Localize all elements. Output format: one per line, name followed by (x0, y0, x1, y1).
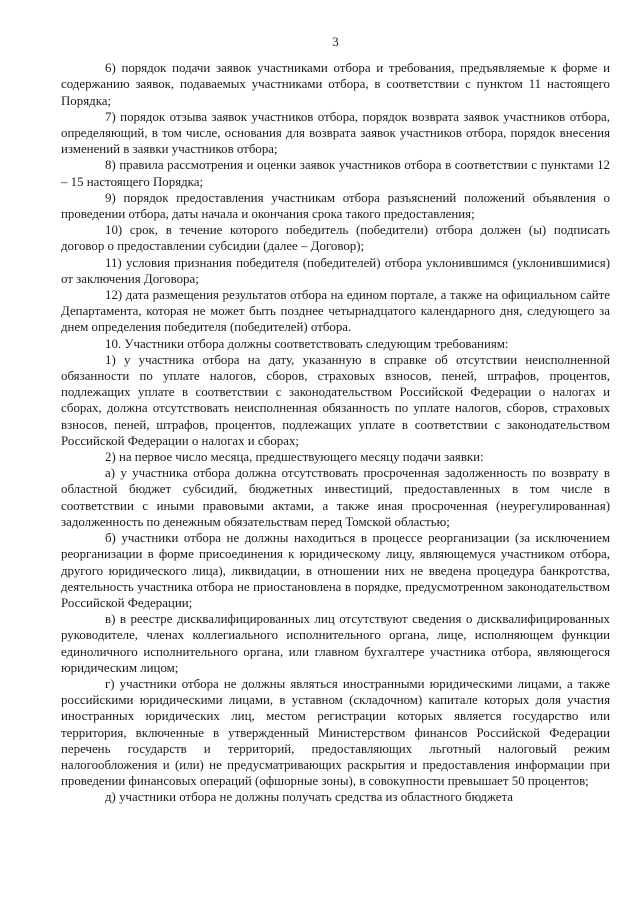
requirement-2b: б) участники отбора не должны находиться в процессе реорганизации (за исключением реорганизации в форме присоединения к юридическому лицу, являющемуся участником отбора, другого юридического лица), ликвидации, в отношении них не введена процедура банкротства, деятельность участника отбора не приостановлена в порядке, предусмотренном законодательством Российской Федерации; (61, 531, 610, 610)
page-number: 3 (332, 35, 339, 49)
paragraph-item-6: 6) порядок подачи заявок участниками отбора и требования, предъявляемые к форме и содержанию заявок, подаваемых участниками отбора, в соответствии с пунктом 11 настоящего Порядка; (61, 61, 610, 108)
paragraph-item-10: 10) срок, в течение которого победитель (победители) отбора должен (ы) подписать договор о предоставлении субсидии (далее – Договор); (61, 223, 610, 254)
section-10-heading: 10. Участники отбора должны соответствовать следующим требованиям: (105, 336, 509, 351)
requirement-2: 2) на первое число месяца, предшествующего месяцу подачи заявки: (105, 450, 484, 465)
requirement-2a: а) у участника отбора должна отсутствовать просроченная задолженность по возврату в областной бюджет субсидий, бюджетных инвестиций, предоставленных в том числе в соответствии с иными правовыми актами, а также иная просроченная (неурегулированная) задолженность по денежным обязательствам перед Томской областью; (61, 466, 610, 529)
paragraph-item-8: 8) правила рассмотрения и оценки заявок участников отбора в соответствии с пунктами 12 – 15 настоящего Порядка; (61, 158, 610, 189)
requirement-2g: г) участники отбора не должны являться иностранными юридическими лицами, а также российскими юридическими лицами, в уставном (складочном) капитале которых доля участия иностранных юридических лиц, местом регистрации которых является государство или территория, включенные в утвержденный Министерством финансов Российской Федерации перечень государств и территорий, предоставляющих льготный налоговый режим налогообложения и (или) не предусматривающих раскрытия и предоставления информации при проведении финансовых операций (офшорные зоны), в совокупности превышает 50 процентов; (61, 676, 610, 789)
paragraph-item-11: 11) условия признания победителя (победителей) отбора уклонившимся (уклонившимися) от заключения Договора; (61, 255, 610, 286)
requirement-2d: д) участники отбора не должны получать средства из областного бюджета (105, 790, 513, 805)
requirement-2v: в) в реестре дисквалифицированных лиц отсутствуют сведения о дисквалифицированных руководителе, членах коллегиального исполнительного органа, лице, исполняющем функции единоличного исполнительного органа, или главном бухгалтере участника отбора, являющегося юридическим лицом; (61, 612, 610, 675)
paragraph-item-9: 9) порядок предоставления участникам отбора разъяснений положений объявления о проведении отбора, даты начала и окончания срока такого предоставления; (61, 190, 610, 222)
paragraph-item-12: 12) дата размещения результатов отбора на едином портале, а также на официальном сайте Департамента, которая не может быть позднее четырнадцатого календарного дня, следующего за днем определения победителя (победителей) отбора. (61, 288, 610, 335)
requirement-1: 1) у участника отбора на дату, указанную в справке об отсутствии неисполненной обязанности по уплате налогов, сборов, страховых взносов, пеней, штрафов, процентов, подлежащих уплате в соответствии с законодательством Российской Федерации о налогах и сборах, должна отсутствовать неисполненная обязанность по уплате налогов, сборов, страховых взносов, пеней, штрафов, процентов, подлежащих уплате в соответствии с законодательством Российской Федерации о налогах и сборах; (61, 352, 610, 448)
paragraph-item-7: 7) порядок отзыва заявок участников отбора, порядок возврата заявок участников отбора, определяющий, в том числе, основания для возврата заявок участников отбора, порядок внесения изменений в заявки участников отбора; (61, 109, 610, 157)
